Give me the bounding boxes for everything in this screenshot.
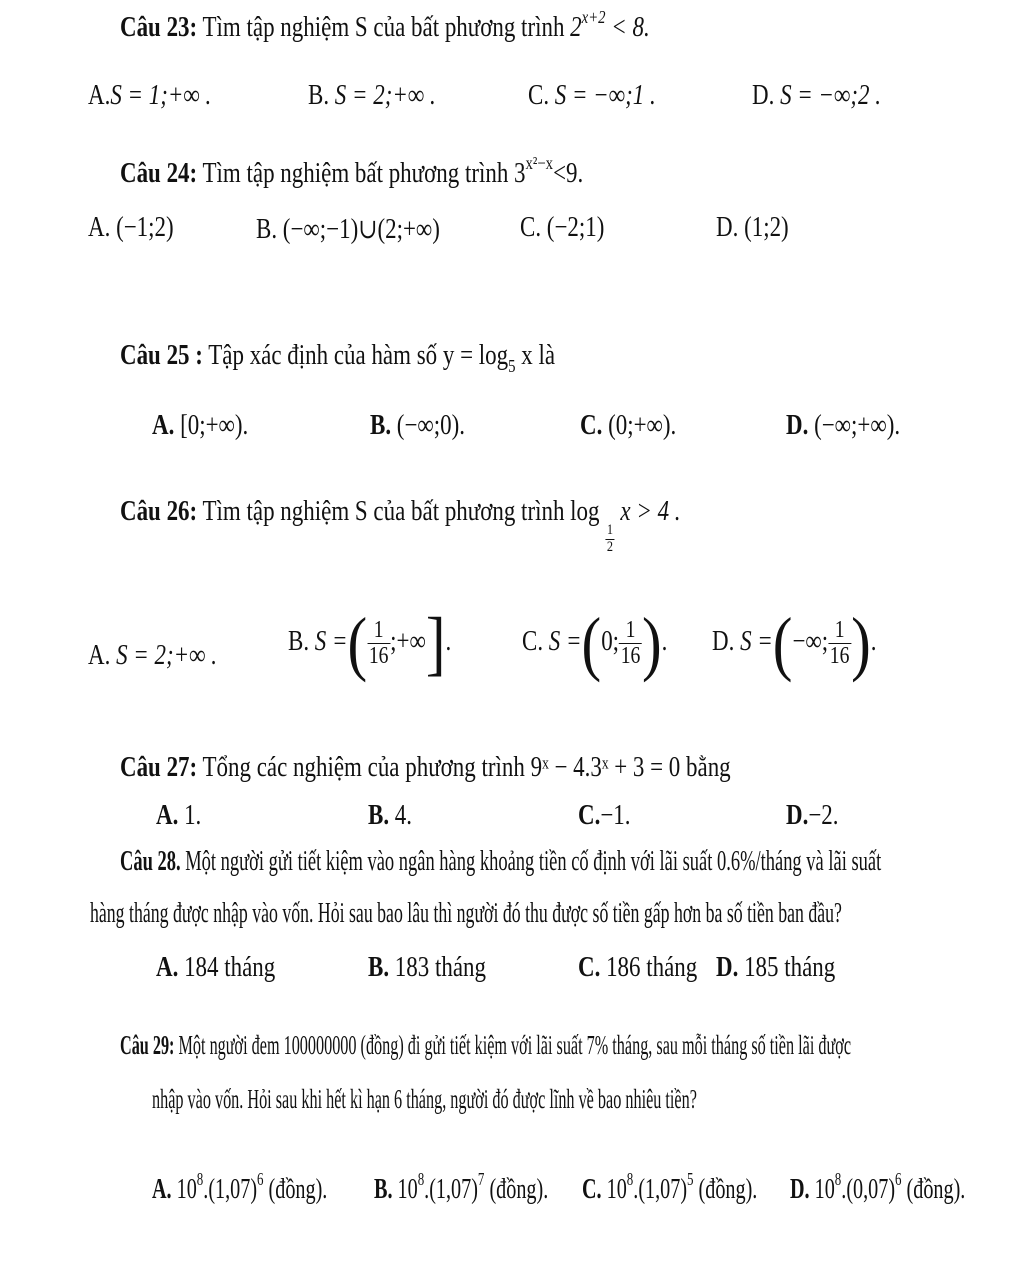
q27-option-c[interactable] [578, 800, 631, 832]
q29-line-1 [120, 1030, 851, 1061]
q29-option-c[interactable] [582, 1169, 758, 1206]
option-text: (−∞;−1)∪(2;+∞) [282, 214, 440, 245]
option-text: (1;2) [744, 212, 789, 243]
option-text: 4. [394, 800, 413, 831]
option-exp-2: 6 [895, 1169, 902, 1189]
option-letter: A. [88, 212, 111, 243]
q27-option-d[interactable] [786, 800, 839, 832]
q28-option-b[interactable] [368, 952, 486, 984]
q24-option-c[interactable] [520, 212, 604, 244]
q24-stem [120, 153, 584, 190]
q25-expr: y = log [442, 340, 509, 371]
q29-text-2: nhập vào vốn. Hỏi sau khi hết kì hạn 6 tháng, người đó được lĩnh về bao nhiêu tiền? [152, 1084, 697, 1114]
option-text: (−2;1) [546, 212, 605, 243]
q25-option-b[interactable] [370, 410, 465, 442]
q26-expr: log [570, 496, 600, 527]
q26-option-d[interactable] [712, 602, 877, 685]
option-factor: .(1,07) [424, 1174, 478, 1205]
q28-option-c[interactable] [578, 952, 697, 984]
option-letter: D. [716, 212, 739, 243]
q27-option-a[interactable] [156, 800, 201, 832]
option-text: (0;+∞). [608, 410, 677, 441]
option-exp-1: 8 [417, 1169, 425, 1189]
q26-expr-tail: x > 4 . [614, 496, 681, 527]
option-base: 10 [397, 1174, 418, 1205]
option-exp-1: 8 [196, 1169, 204, 1189]
q29-text-1: Một người đem 100000000 (đồng) đi gửi tiết kiệm với lãi suất 7% tháng, sau mỗi tháng số tiền lãi được [178, 1030, 852, 1060]
option-letter: B. [370, 410, 392, 441]
option-text: (−∞;+∞). [814, 410, 901, 441]
q23-expr-exp: x+2 [581, 7, 606, 27]
q25-label: Câu 25 : [120, 340, 203, 371]
q28-label: Câu 28. [120, 846, 181, 877]
q25-expr-sub: 5 [508, 356, 516, 376]
option-letter: D. [752, 80, 775, 111]
q26-option-a[interactable] [88, 640, 217, 672]
option-text: 183 tháng [394, 952, 487, 983]
option-text: S = 1;+∞ . [110, 80, 212, 111]
q29-label: Câu 29: [120, 1030, 175, 1060]
q23-option-a[interactable] [88, 80, 211, 112]
q28-text-2: hàng tháng được nhập vào vốn. Hỏi sau bao lâu thì người đó thu được số tiền gấp hơn ba số tiền ban đầu? [90, 898, 842, 929]
q26-log-base: $\frac{1}{2}$ [606, 522, 614, 556]
q28-text-1: Một người gửi tiết kiệm vào ngân hàng khoảng tiền cố định với lãi suất 0.6%/tháng và lãi suất [185, 846, 882, 877]
option-letter: B. [308, 80, 330, 111]
q25-option-d[interactable] [786, 410, 900, 442]
option-factor: .(1,07) [203, 1174, 258, 1205]
option-set-symbol: S = [740, 625, 773, 657]
option-end: . [870, 625, 877, 657]
right-bracket: ) [851, 603, 871, 683]
option-letter: C. [578, 800, 601, 831]
option-set-symbol: S = [548, 625, 582, 657]
option-letter: C. [582, 1174, 602, 1205]
left-bracket: ( [347, 603, 368, 683]
option-text: −2. [808, 800, 839, 831]
q24-expr-tail: <9. [553, 158, 584, 189]
option-text: (−1;2) [116, 212, 174, 243]
option-letter: D. [786, 800, 809, 831]
option-base: 10 [606, 1174, 627, 1205]
q23-option-d[interactable] [752, 80, 881, 112]
right-bracket: ) [642, 603, 662, 683]
q26-stem [120, 496, 681, 556]
option-unit: (đồng). [484, 1174, 549, 1205]
right-bracket: ] [425, 603, 446, 683]
option-letter: A. [88, 640, 111, 671]
option-base: 10 [176, 1174, 197, 1205]
option-fraction: $\frac{1}{16}$ [829, 616, 850, 669]
option-letter: C. [520, 212, 542, 243]
q26-label: Câu 26: [120, 496, 198, 527]
option-letter: B. [374, 1174, 393, 1205]
q26-option-c[interactable] [522, 602, 667, 685]
option-exp-2: 5 [687, 1169, 694, 1189]
q23-expr-base: 2 [570, 12, 582, 43]
option-letter: D. [716, 952, 739, 983]
left-bracket: ( [772, 603, 793, 683]
option-interval-end: ;+∞ [390, 625, 426, 657]
q26-option-b[interactable] [288, 602, 451, 685]
q24-option-b[interactable] [256, 212, 440, 246]
q27-stem [120, 752, 731, 784]
option-unit: (đồng). [901, 1174, 966, 1205]
option-text: S = 2;+∞ . [334, 80, 436, 111]
option-interval-start: 0; [601, 625, 620, 657]
option-interval-start: −∞; [792, 625, 829, 657]
q29-option-a[interactable] [152, 1169, 328, 1206]
q27-expr-tail: bằng [686, 752, 731, 783]
option-text: S = −∞;1 . [554, 80, 656, 111]
option-letter: B. [368, 952, 390, 983]
option-letter: D. [790, 1174, 810, 1205]
option-fraction: $\frac{1}{16}$ [368, 616, 389, 669]
q23-expr-tail: < 8. [605, 12, 650, 43]
option-text: 1. [184, 800, 202, 831]
option-letter: C. [522, 625, 544, 657]
q29-line-2 [152, 1084, 697, 1115]
q24-option-a[interactable] [88, 212, 174, 244]
q25-option-c[interactable] [580, 410, 676, 442]
q27-text: Tổng các nghiệm của phương trình [202, 752, 525, 783]
option-factor: .(1,07) [633, 1174, 688, 1205]
q28-line-2 [90, 898, 842, 930]
q24-option-d[interactable] [716, 212, 789, 244]
q24-expr-exp: x²−x [525, 153, 554, 173]
option-letter: A. [152, 1174, 172, 1205]
option-end: . [445, 625, 452, 657]
option-letter: C. [580, 410, 603, 441]
q24-expr-base: 3 [514, 158, 526, 189]
q25-text: Tập xác định của hàm số [208, 340, 438, 371]
option-text: 185 tháng [744, 952, 836, 983]
option-letter: B. [368, 800, 390, 831]
option-letter: C. [578, 952, 601, 983]
q29-option-b[interactable] [374, 1169, 549, 1206]
q24-text: Tìm tập nghiệm bất phương trình [202, 158, 509, 189]
option-text: S = −∞;2 . [780, 80, 881, 111]
option-factor: .(0,07) [841, 1174, 896, 1205]
q23-option-b[interactable] [308, 80, 436, 112]
option-letter: A. [88, 80, 111, 111]
option-letter: C. [528, 80, 550, 111]
option-letter: D. [786, 410, 809, 441]
option-base: 10 [814, 1174, 835, 1205]
left-bracket: ( [581, 603, 602, 683]
q23-text: Tìm tập nghiệm S của bất phương trình [202, 12, 565, 43]
option-letter: A. [152, 410, 175, 441]
option-text: S = 2;+∞ . [116, 640, 217, 671]
q25-stem [120, 340, 556, 376]
option-end: . [661, 625, 668, 657]
option-text: (−∞;0). [396, 410, 466, 441]
option-text: [0;+∞). [180, 410, 249, 441]
q29-option-d[interactable] [790, 1169, 966, 1206]
q28-option-a[interactable] [156, 952, 275, 984]
q27-option-b[interactable] [368, 800, 412, 832]
option-letter: B. [256, 214, 278, 245]
option-letter: B. [288, 625, 310, 657]
q28-line-1 [120, 846, 881, 878]
option-set-symbol: S = [314, 625, 348, 657]
option-unit: (đồng). [263, 1174, 328, 1205]
q27-label: Câu 27: [120, 752, 198, 783]
q26-text: Tìm tập nghiệm S của bất phương trình [202, 496, 565, 527]
q23-option-c[interactable] [528, 80, 656, 112]
option-letter: D. [712, 625, 735, 657]
q23-label: Câu 23: [120, 12, 198, 43]
option-letter: A. [156, 800, 179, 831]
q24-label: Câu 24: [120, 158, 198, 189]
q23-stem [120, 7, 650, 44]
q25-expr-tail: x là [515, 340, 556, 371]
q25-option-a[interactable] [152, 410, 248, 442]
option-text: −1. [600, 800, 631, 831]
option-text: 184 tháng [184, 952, 276, 983]
option-exp-2: 7 [477, 1169, 485, 1189]
option-exp-1: 8 [834, 1169, 842, 1189]
option-exp-1: 8 [626, 1169, 634, 1189]
option-unit: (đồng). [693, 1174, 758, 1205]
q27-expr: 9ˣ − 4.3ˣ + 3 = 0 [530, 752, 681, 783]
option-exp-2: 6 [257, 1169, 264, 1189]
option-text: 186 tháng [606, 952, 698, 983]
q28-option-d[interactable] [716, 952, 835, 984]
option-fraction: $\frac{1}{16}$ [620, 616, 641, 669]
option-letter: A. [156, 952, 179, 983]
